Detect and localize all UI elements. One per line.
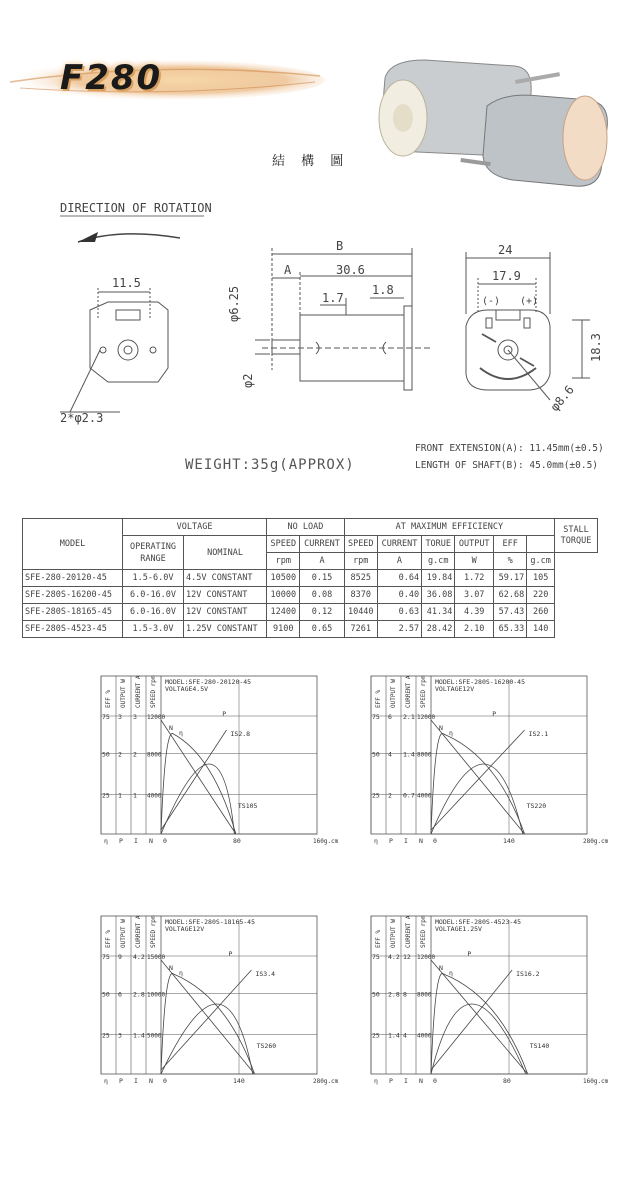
speed-tick: 15000	[147, 954, 166, 961]
unit-gcm: g.cm	[422, 553, 455, 570]
speed-tick: 8000	[417, 751, 432, 759]
side-d1: 30.6	[336, 263, 365, 277]
efficiency-curve	[161, 733, 236, 834]
cell-model: SFE-280S-16200-45	[23, 587, 123, 604]
cell-range: 1.5-6.0V	[123, 570, 184, 587]
current-tick: 4.2	[133, 953, 145, 961]
eff-tick: 25	[372, 791, 380, 800]
th-stall: STALL TORQUE	[555, 519, 598, 553]
is-label: IS2.8	[230, 730, 251, 738]
bottom-axis-letter: η	[374, 837, 378, 845]
x-tick: 0	[163, 1077, 167, 1085]
weight-note: WEIGHT:35g(APPROX)	[185, 457, 355, 473]
output-tick: 6	[118, 990, 122, 999]
axis-heading: EFF %	[375, 689, 382, 708]
cell-nominal: 12V CONSTANT	[184, 587, 267, 604]
axis-heading: OUTPUT W	[390, 919, 397, 948]
performance-graph-1	[85, 672, 339, 845]
unit-rpm2: rpm	[344, 553, 377, 570]
bottom-axis-letter: η	[104, 1077, 108, 1085]
output-tick: 4	[388, 750, 392, 759]
axis-heading: EFF %	[375, 929, 382, 948]
axis-heading: SPEED rpm	[420, 915, 427, 948]
x-tick: 0	[163, 837, 167, 845]
speed-tick: 4000	[417, 1032, 432, 1040]
eff-tick: 75	[372, 953, 380, 961]
is-label: IS16.2	[516, 970, 540, 978]
cell-nl-current: 0.12	[300, 604, 344, 621]
rotation-label: DIRECTION OF ROTATION	[60, 201, 212, 215]
unit-pct: %	[494, 553, 527, 570]
speed-tick: 4000	[147, 792, 162, 800]
front-extension-note: FRONT EXTENSION(A): 11.45mm(±0.5)	[415, 443, 604, 454]
front-width: 11.5	[112, 276, 141, 290]
graph-model-label: MODEL:SFE-280S-4523-45	[435, 918, 522, 926]
axis-heading: CURRENT A	[405, 915, 412, 948]
current-tick: 2	[133, 750, 137, 759]
axis-heading: EFF %	[105, 689, 112, 708]
axis-heading: CURRENT A	[135, 915, 142, 948]
axis-heading: SPEED rpm	[150, 915, 157, 948]
cell-nl-speed: 9100	[267, 621, 300, 638]
bottom-axis-letter: N	[419, 837, 423, 845]
eta-label: η	[449, 969, 453, 977]
rear-view	[466, 252, 590, 400]
cell-nl-speed: 10500	[267, 570, 300, 587]
cell-stall: 220	[527, 587, 555, 604]
cell-nominal: 1.25V CONSTANT	[184, 621, 267, 638]
eff-tick: 75	[102, 953, 110, 961]
current-tick: 1	[133, 791, 137, 800]
eff-tick: 25	[102, 791, 110, 800]
eta-label: η	[449, 729, 453, 737]
graph-voltage-label: VOLTAGE12V	[165, 925, 205, 933]
rear-plus: (+)	[520, 296, 539, 307]
x-tick: 0	[433, 1077, 437, 1085]
x-tick: 80	[503, 1077, 511, 1085]
current-tick: 1.4	[403, 750, 415, 759]
cell-speed: 7261	[344, 621, 377, 638]
side-a-label: A	[284, 263, 292, 277]
eff-tick: 50	[102, 750, 110, 759]
n-label: N	[439, 724, 443, 732]
output-tick: 1	[118, 791, 122, 800]
side-dia2: φ2	[241, 373, 255, 388]
current-tick: 2.8	[133, 990, 145, 999]
graph-svg	[355, 912, 609, 1085]
x-tick: 160g.cm	[313, 838, 339, 845]
cell-torque: 36.08	[422, 587, 455, 604]
is-label: IS3.4	[255, 970, 276, 978]
th-torque: TORUE	[422, 536, 455, 553]
current-tick: 8	[403, 990, 407, 999]
ts-label: TS220	[526, 802, 547, 810]
th-current: CURRENT	[300, 536, 344, 553]
n-label: N	[169, 964, 173, 972]
n-label: N	[439, 964, 443, 972]
graph-svg	[355, 672, 609, 845]
output-tick: 2.8	[388, 990, 400, 999]
x-tick: 140	[503, 837, 515, 845]
graph-voltage-label: VOLTAGE12V	[435, 685, 475, 693]
cell-range: 6.0-16.0V	[123, 587, 184, 604]
cell-range: 6.0-16.0V	[123, 604, 184, 621]
bottom-axis-letter: I	[134, 1077, 138, 1085]
spec-table	[22, 518, 598, 638]
unit-rpm: rpm	[267, 553, 300, 570]
efficiency-curve	[431, 733, 525, 834]
th-speed2: SPEED	[344, 536, 377, 553]
axis-heading: OUTPUT W	[120, 679, 127, 708]
th-output: OUTPUT	[455, 536, 494, 553]
cell-model: SFE-280S-4523-45	[23, 621, 123, 638]
cell-nl-current: 0.08	[300, 587, 344, 604]
efficiency-curve	[431, 973, 528, 1074]
bottom-axis-letter: I	[404, 1077, 408, 1085]
x-tick: 140	[233, 1077, 245, 1085]
bottom-axis-letter: P	[389, 837, 393, 845]
output-tick: 3	[118, 1031, 122, 1040]
cell-eff: 57.43	[494, 604, 527, 621]
output-tick: 9	[118, 953, 122, 961]
bottom-axis-letter: P	[119, 1077, 123, 1085]
rear-w2: 17.9	[492, 269, 521, 283]
rear-minus: (-)	[482, 296, 501, 307]
shaft-length-note: LENGTH OF SHAFT(B): 45.0mm(±0.5)	[415, 460, 599, 471]
side-d2: 1.7	[322, 291, 344, 305]
cell-stall: 105	[527, 570, 555, 587]
eff-tick: 25	[102, 1031, 110, 1040]
ts-label: TS260	[256, 1042, 277, 1050]
speed-tick: 8000	[147, 751, 162, 759]
unit-w: W	[455, 553, 494, 570]
x-tick: 80	[233, 837, 241, 845]
cell-speed: 8525	[344, 570, 377, 587]
cell-output: 4.39	[455, 604, 494, 621]
bottom-axis-letter: N	[419, 1077, 423, 1085]
side-b-label: B	[336, 239, 344, 253]
side-d3: 1.8	[372, 283, 394, 297]
th-voltage: VOLTAGE	[123, 519, 267, 536]
cell-nl-current: 0.65	[300, 621, 344, 638]
table-row	[23, 587, 598, 604]
n-label: N	[169, 724, 173, 732]
graph-model-label: MODEL:SFE-280S-18165-45	[165, 918, 256, 926]
cell-nominal: 12V CONSTANT	[184, 604, 267, 621]
front-view	[60, 288, 168, 412]
model-title: F280	[60, 58, 163, 98]
cell-stall: 260	[527, 604, 555, 621]
ts-label: TS140	[529, 1042, 550, 1050]
cell-nl-speed: 10000	[267, 587, 300, 604]
logo-banner	[0, 40, 330, 130]
cell-current: 0.63	[377, 604, 421, 621]
current-tick: 3	[133, 713, 137, 721]
th-eff: EFF	[494, 536, 527, 553]
bottom-axis-letter: η	[104, 837, 108, 845]
cell-speed: 10440	[344, 604, 377, 621]
speed-tick: 12000	[417, 954, 436, 961]
bottom-axis-letter: I	[134, 837, 138, 845]
bottom-axis-letter: I	[404, 837, 408, 845]
current-tick: 1.4	[133, 1031, 145, 1040]
axis-heading: CURRENT A	[135, 675, 142, 708]
axis-heading: OUTPUT W	[120, 919, 127, 948]
side-dia1: φ6.25	[227, 285, 241, 322]
speed-curve	[431, 720, 525, 834]
ts-label: TS105	[237, 802, 258, 810]
current-tick: 4	[403, 1031, 407, 1040]
cell-current: 0.64	[377, 570, 421, 587]
axis-heading: OUTPUT W	[390, 679, 397, 708]
output-tick: 2	[118, 750, 122, 759]
eta-label: η	[179, 729, 183, 737]
current-curve	[161, 730, 227, 830]
cell-output: 2.10	[455, 621, 494, 638]
rear-h: 18.3	[589, 333, 603, 362]
speed-curve	[161, 720, 236, 834]
table-row	[23, 621, 598, 638]
cell-nl-current: 0.15	[300, 570, 344, 587]
rear-dia: φ8.6	[547, 382, 577, 414]
th-model: MODEL	[23, 519, 123, 570]
graph-voltage-label: VOLTAGE1.25V	[435, 925, 482, 933]
output-tick: 2	[388, 791, 392, 800]
axis-heading: SPEED rpm	[420, 675, 427, 708]
cell-output: 3.07	[455, 587, 494, 604]
eta-label: η	[179, 969, 183, 977]
speed-tick: 12000	[417, 714, 436, 721]
output-tick: 4.2	[388, 953, 400, 961]
eff-tick: 50	[102, 990, 110, 999]
table-row	[23, 604, 598, 621]
cell-model: SFE-280S-18165-45	[23, 604, 123, 621]
cell-output: 1.72	[455, 570, 494, 587]
th-speed: SPEED	[267, 536, 300, 553]
logo-swoosh	[0, 40, 330, 130]
th-oprange: OPERATING RANGE	[123, 536, 184, 570]
output-tick: 3	[118, 713, 122, 721]
x-tick: 0	[433, 837, 437, 845]
rear-w1: 24	[498, 243, 513, 257]
th-current2: CURRENT	[377, 536, 421, 553]
cell-torque: 41.34	[422, 604, 455, 621]
axis-heading: SPEED rpm	[150, 675, 157, 708]
performance-graph-2	[355, 672, 609, 845]
speed-tick: 4000	[417, 792, 432, 800]
graph-model-label: MODEL:SFE-280S-16200-45	[435, 678, 526, 686]
speed-tick: 5000	[147, 1032, 162, 1040]
current-tick: 2.1	[403, 713, 415, 721]
axis-heading: CURRENT A	[405, 675, 412, 708]
eff-tick: 75	[372, 713, 380, 721]
eff-tick: 50	[372, 750, 380, 759]
current-tick: 12	[403, 953, 411, 961]
th-maxeff: AT MAXIMUM EFFICIENCY	[344, 519, 554, 536]
cell-eff: 65.33	[494, 621, 527, 638]
front-holes: 2*φ2.3	[60, 411, 104, 425]
axis-heading: EFF %	[105, 929, 112, 948]
graph-voltage-label: VOLTAGE4.5V	[165, 685, 209, 693]
th-nominal: NOMINAL	[184, 536, 267, 570]
x-tick: 160g.cm	[583, 1078, 609, 1085]
performance-graph-3	[85, 912, 339, 1085]
bottom-axis-letter: P	[119, 837, 123, 845]
output-tick: 1.4	[388, 1031, 400, 1040]
p-label: P	[228, 950, 233, 958]
th-noload: NO LOAD	[267, 519, 344, 536]
cell-speed: 8370	[344, 587, 377, 604]
speed-tick: 10000	[147, 991, 166, 999]
cell-eff: 59.17	[494, 570, 527, 587]
cell-eff: 62.68	[494, 587, 527, 604]
x-tick: 280g.cm	[583, 838, 609, 845]
p-label: P	[467, 950, 472, 958]
output-tick: 6	[388, 713, 392, 721]
current-curve	[161, 970, 251, 1070]
cell-torque: 19.84	[422, 570, 455, 587]
unit-a: A	[300, 553, 344, 570]
efficiency-curve	[161, 973, 255, 1074]
structure-diagram-label: 結 構 圖	[272, 154, 350, 169]
cell-torque: 28.42	[422, 621, 455, 638]
eff-tick: 50	[372, 990, 380, 999]
cell-nominal: 4.5V CONSTANT	[184, 570, 267, 587]
cell-model: SFE-280-20120-45	[23, 570, 123, 587]
eff-tick: 25	[372, 1031, 380, 1040]
cell-nl-speed: 12400	[267, 604, 300, 621]
speed-curve	[431, 960, 528, 1074]
unit-gcm2: g.cm	[527, 553, 555, 570]
current-tick: 0.7	[403, 791, 415, 800]
bottom-axis-letter: N	[149, 837, 153, 845]
p-label: P	[222, 710, 227, 718]
cell-range: 1.5-3.0V	[123, 621, 184, 638]
performance-graph-4	[355, 912, 609, 1085]
p-label: P	[492, 710, 497, 718]
bottom-axis-letter: N	[149, 1077, 153, 1085]
is-label: IS2.1	[528, 730, 549, 738]
cell-stall: 140	[527, 621, 555, 638]
cell-current: 0.40	[377, 587, 421, 604]
x-tick: 280g.cm	[313, 1078, 339, 1085]
bottom-axis-letter: η	[374, 1077, 378, 1085]
motor-photo	[365, 48, 615, 188]
eff-tick: 75	[102, 713, 110, 721]
unit-a2: A	[377, 553, 421, 570]
table-row	[23, 570, 598, 587]
cell-current: 2.57	[377, 621, 421, 638]
graph-svg	[85, 672, 339, 845]
bottom-axis-letter: P	[389, 1077, 393, 1085]
speed-tick: 8000	[417, 991, 432, 999]
current-curve	[431, 730, 525, 830]
graph-svg	[85, 912, 339, 1085]
speed-tick: 12000	[147, 714, 166, 721]
speed-curve	[161, 960, 255, 1074]
graph-model-label: MODEL:SFE-280-20120-45	[165, 678, 252, 686]
